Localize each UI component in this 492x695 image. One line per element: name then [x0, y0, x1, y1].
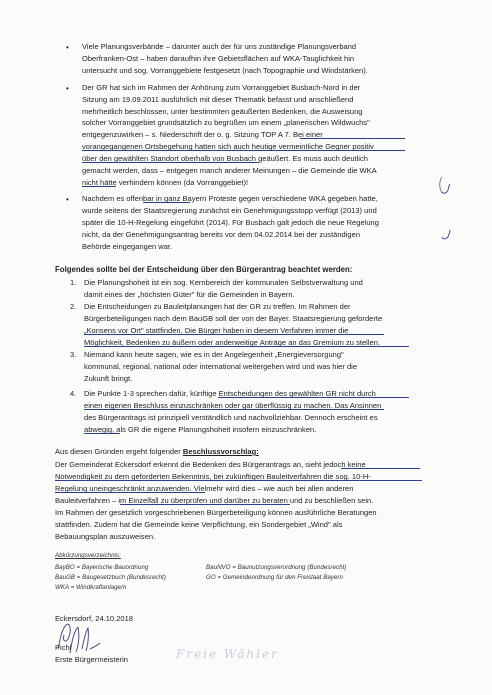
item-1-line-1: Die Planungshoheit ist ein sog. Kernbereich der kommunalen Selbstverwaltung und — [84, 278, 363, 287]
bullet-dot: • — [66, 84, 69, 93]
item-4-line-2: einen eigenen Beschluss einzuschränken oder gar überflüssig zu machen. Das Ansinnen — [84, 401, 382, 410]
bullet-3-line-1: Nachdem es offenbar in ganz Bayern Proteste gegen verschiedene WKA gegeben hatte, — [82, 194, 378, 203]
bullet-3-line-5: Behörde eingegangen war. — [82, 242, 173, 251]
resolution-line-2: Notwendigkeit zu dem geforderten Bekenntnis, bei zukünftigen Bauleitverfahren die sog. 10-H- — [55, 472, 371, 481]
item-2-line-3: „Konsens vor Ort" stattfinden. Die Bürger haben in diesem Verfahren immer die — [84, 326, 349, 335]
reasons-line — [55, 446, 259, 457]
item-3-line-3: Zukunft bringt. — [84, 374, 133, 383]
item-1-line-2: damit eines der „höchsten Güter" für die Gemeinden in Bayern. — [84, 290, 295, 299]
bullet-2-line-2: Sitzung am 19.09.2011 ausführlich mit dieser Thematik befasst und anschließend — [82, 95, 354, 104]
abbrev-left-1: BayBO = Bayerische Bauordnung — [55, 564, 149, 571]
bullet-1-line-2: Oberfranken-Ost – haben daraufhin ihre Gebietsflächen auf WKA-Tauglichkeit hin — [82, 54, 355, 63]
margin-mark-icon — [440, 228, 452, 242]
ink-underline — [300, 138, 405, 139]
ink-underline — [82, 162, 259, 163]
item-2-line-2: Bürgerbeteiligungen nach dem BauGB soll der von der Bayer. Staatsregierung geforderte — [84, 314, 383, 323]
bullet-dot: • — [66, 195, 69, 204]
list-number: 2. — [70, 302, 77, 311]
item-2-line-4: Möglichkeit, Bedenken zu äußern oder anderweitige Anträge an das Gremium zu stellen. — [84, 338, 381, 347]
ink-underline — [82, 150, 405, 151]
reasons-intro: Aus diesen Gründen ergeht folgender — [55, 447, 183, 456]
abbrev-title: Abkürzungsverzeichnis: — [55, 552, 121, 559]
ink-underline — [218, 397, 409, 398]
list-number: 4. — [70, 389, 77, 398]
bullet-2-line-4: solcher Vorranggebiet grundsätzlich zu begrüßen um einem „planerischen Wildwuchs" — [82, 118, 370, 127]
bullet-2-line-5: entgegenzuwirken – s. Niederschrift der o. g. Sitzung TOP A 7. Bei einer — [82, 130, 323, 139]
ink-underline — [84, 346, 409, 347]
resolution-line-6: stattfinden. Zudem hat die Gemeinde keine Verpflichtung, ein Sondergebiet „Wind" als — [55, 520, 343, 529]
bullet-2-line-9: nicht hätte verhindern können (da Vorranggebiet)! — [82, 178, 249, 187]
bullet-1-line-3: untersucht und sog. Vorranggebiete festgesetzt (nach Topographie und Windstärken). — [82, 66, 368, 75]
handwritten-note: Freie Wähler — [176, 647, 279, 661]
ink-underline — [82, 186, 116, 187]
resolution-line-3: Regelung uneingeschränkt anzuwenden. Vielmehr wird dies – wie auch bei allen anderen — [55, 484, 354, 493]
abbrev-left-3: WKA = Windkraftanlage/n — [55, 584, 127, 591]
ink-underline — [55, 480, 422, 481]
bullet-2-line-1: Der GR hat sich im Rahmen der Anhörung zum Vorranggebiet Busbach-Nord in der — [82, 83, 361, 92]
resolution-line-4: Bauleitverfahren – im Einzelfall zu überprüfen und darüber zu beraten und zu beschließen sein. — [55, 496, 374, 505]
abbrev-left-2: BauGB = Baugesetzbuch (Bundesrecht) — [55, 574, 166, 581]
ink-underline — [84, 433, 120, 434]
place-date: Eckersdorf, 24.10.2018 — [55, 614, 133, 623]
list-number: 3. — [70, 350, 77, 359]
bullet-dot: • — [66, 43, 69, 52]
ink-underline — [84, 409, 384, 410]
bullet-3-line-2: wurde seitens der Staatsregierung zunächst ein Genehmigungsstopp verfügt (2013) und — [82, 206, 377, 215]
item-3-line-2: kommunal, regional, national oder international weitergehen wird und was hier die — [84, 362, 358, 371]
bullet-2-line-8: gemacht werden, dass – entgegen manch anderer Meinungen – die Gemeinde die WKA — [82, 166, 377, 175]
ink-underline — [84, 334, 384, 335]
resolution-line-1: Der Gemeinderat Eckersdorf erkennt die Bedenken des Bürgerantrags an, sieht jedoch keine — [55, 460, 366, 469]
ink-underline — [341, 468, 420, 469]
ink-underline — [120, 504, 290, 505]
list-number: 1. — [70, 278, 77, 287]
resolution-line-7: Bebauungsplan auszuweisen. — [55, 532, 156, 541]
item-4-line-4: abwegig, als GR die eigene Planungshoheit insofern einzuschränken. — [84, 425, 317, 434]
item-4-line-1: Die Punkte 1-3 sprechen dafür, künftige Entscheidungen des gewählten GR nicht durch — [84, 389, 376, 398]
resolution-line-5: Im Rahmen der gesetzlich vorgeschriebenen Bürgerbeteiligung können ausführliche Beratungen — [55, 508, 377, 517]
section-heading: Folgendes sollte bei der Entscheidung über den Bürgerantrag beachtet werden: — [55, 265, 353, 274]
item-4-line-3: des Bürgerantrags ist prinzipiell verständlich und nachvollziehbar. Dennoch erscheint es — [84, 413, 378, 422]
abbrev-right-2: GO = Gemeindeordnung für den Freistaat Bayern — [206, 574, 343, 581]
ink-underline — [55, 492, 205, 493]
signer-title: Erste Bürgermeisterin — [55, 655, 128, 664]
margin-bracket-icon — [436, 176, 444, 194]
bullet-2-line-3: mehrheitlich beschlossen, unter bestimmten geäußerten Bedenken, die Ausweisung — [82, 107, 363, 116]
ink-underline — [143, 202, 190, 203]
item-2-line-1: Die Entscheidungen zu Bauleitplanungen hat der GR zu treffen. Im Rahmen der — [84, 302, 351, 311]
resolution-label: Beschlussvorschlag: — [182, 447, 259, 456]
bullet-2-line-7: über den gewählten Standort oberhalb von Busbach geäußert. Es muss auch deutlich — [82, 154, 368, 163]
signer-name: Pichl — [55, 643, 72, 652]
bullet-2-line-6: vorangegangenen Ortsbegehung hatten sich auch heutige vermeintliche Gegner positiv — [82, 142, 374, 151]
item-3-line-1: Niemand kann heute sagen, wie es in der Angelegenheit „Energieversorgung" — [84, 350, 344, 359]
bullet-1-line-1: Viele Planungsverbände – darunter auch der für uns zuständige Planungsverband — [82, 42, 357, 51]
abbrev-right-1: BauNVO = Baunutzungsverordnung (Bundesrecht) — [206, 564, 347, 571]
bullet-3-line-4: nicht, da der Genehmigungsantrag bereits vor dem 04.02.2014 bei der zuständigen — [82, 230, 361, 239]
bullet-3-line-3: später die 10-H-Regelung eingeführt (2014). Für Busbach galt jedoch die neue Regelung — [82, 218, 379, 227]
